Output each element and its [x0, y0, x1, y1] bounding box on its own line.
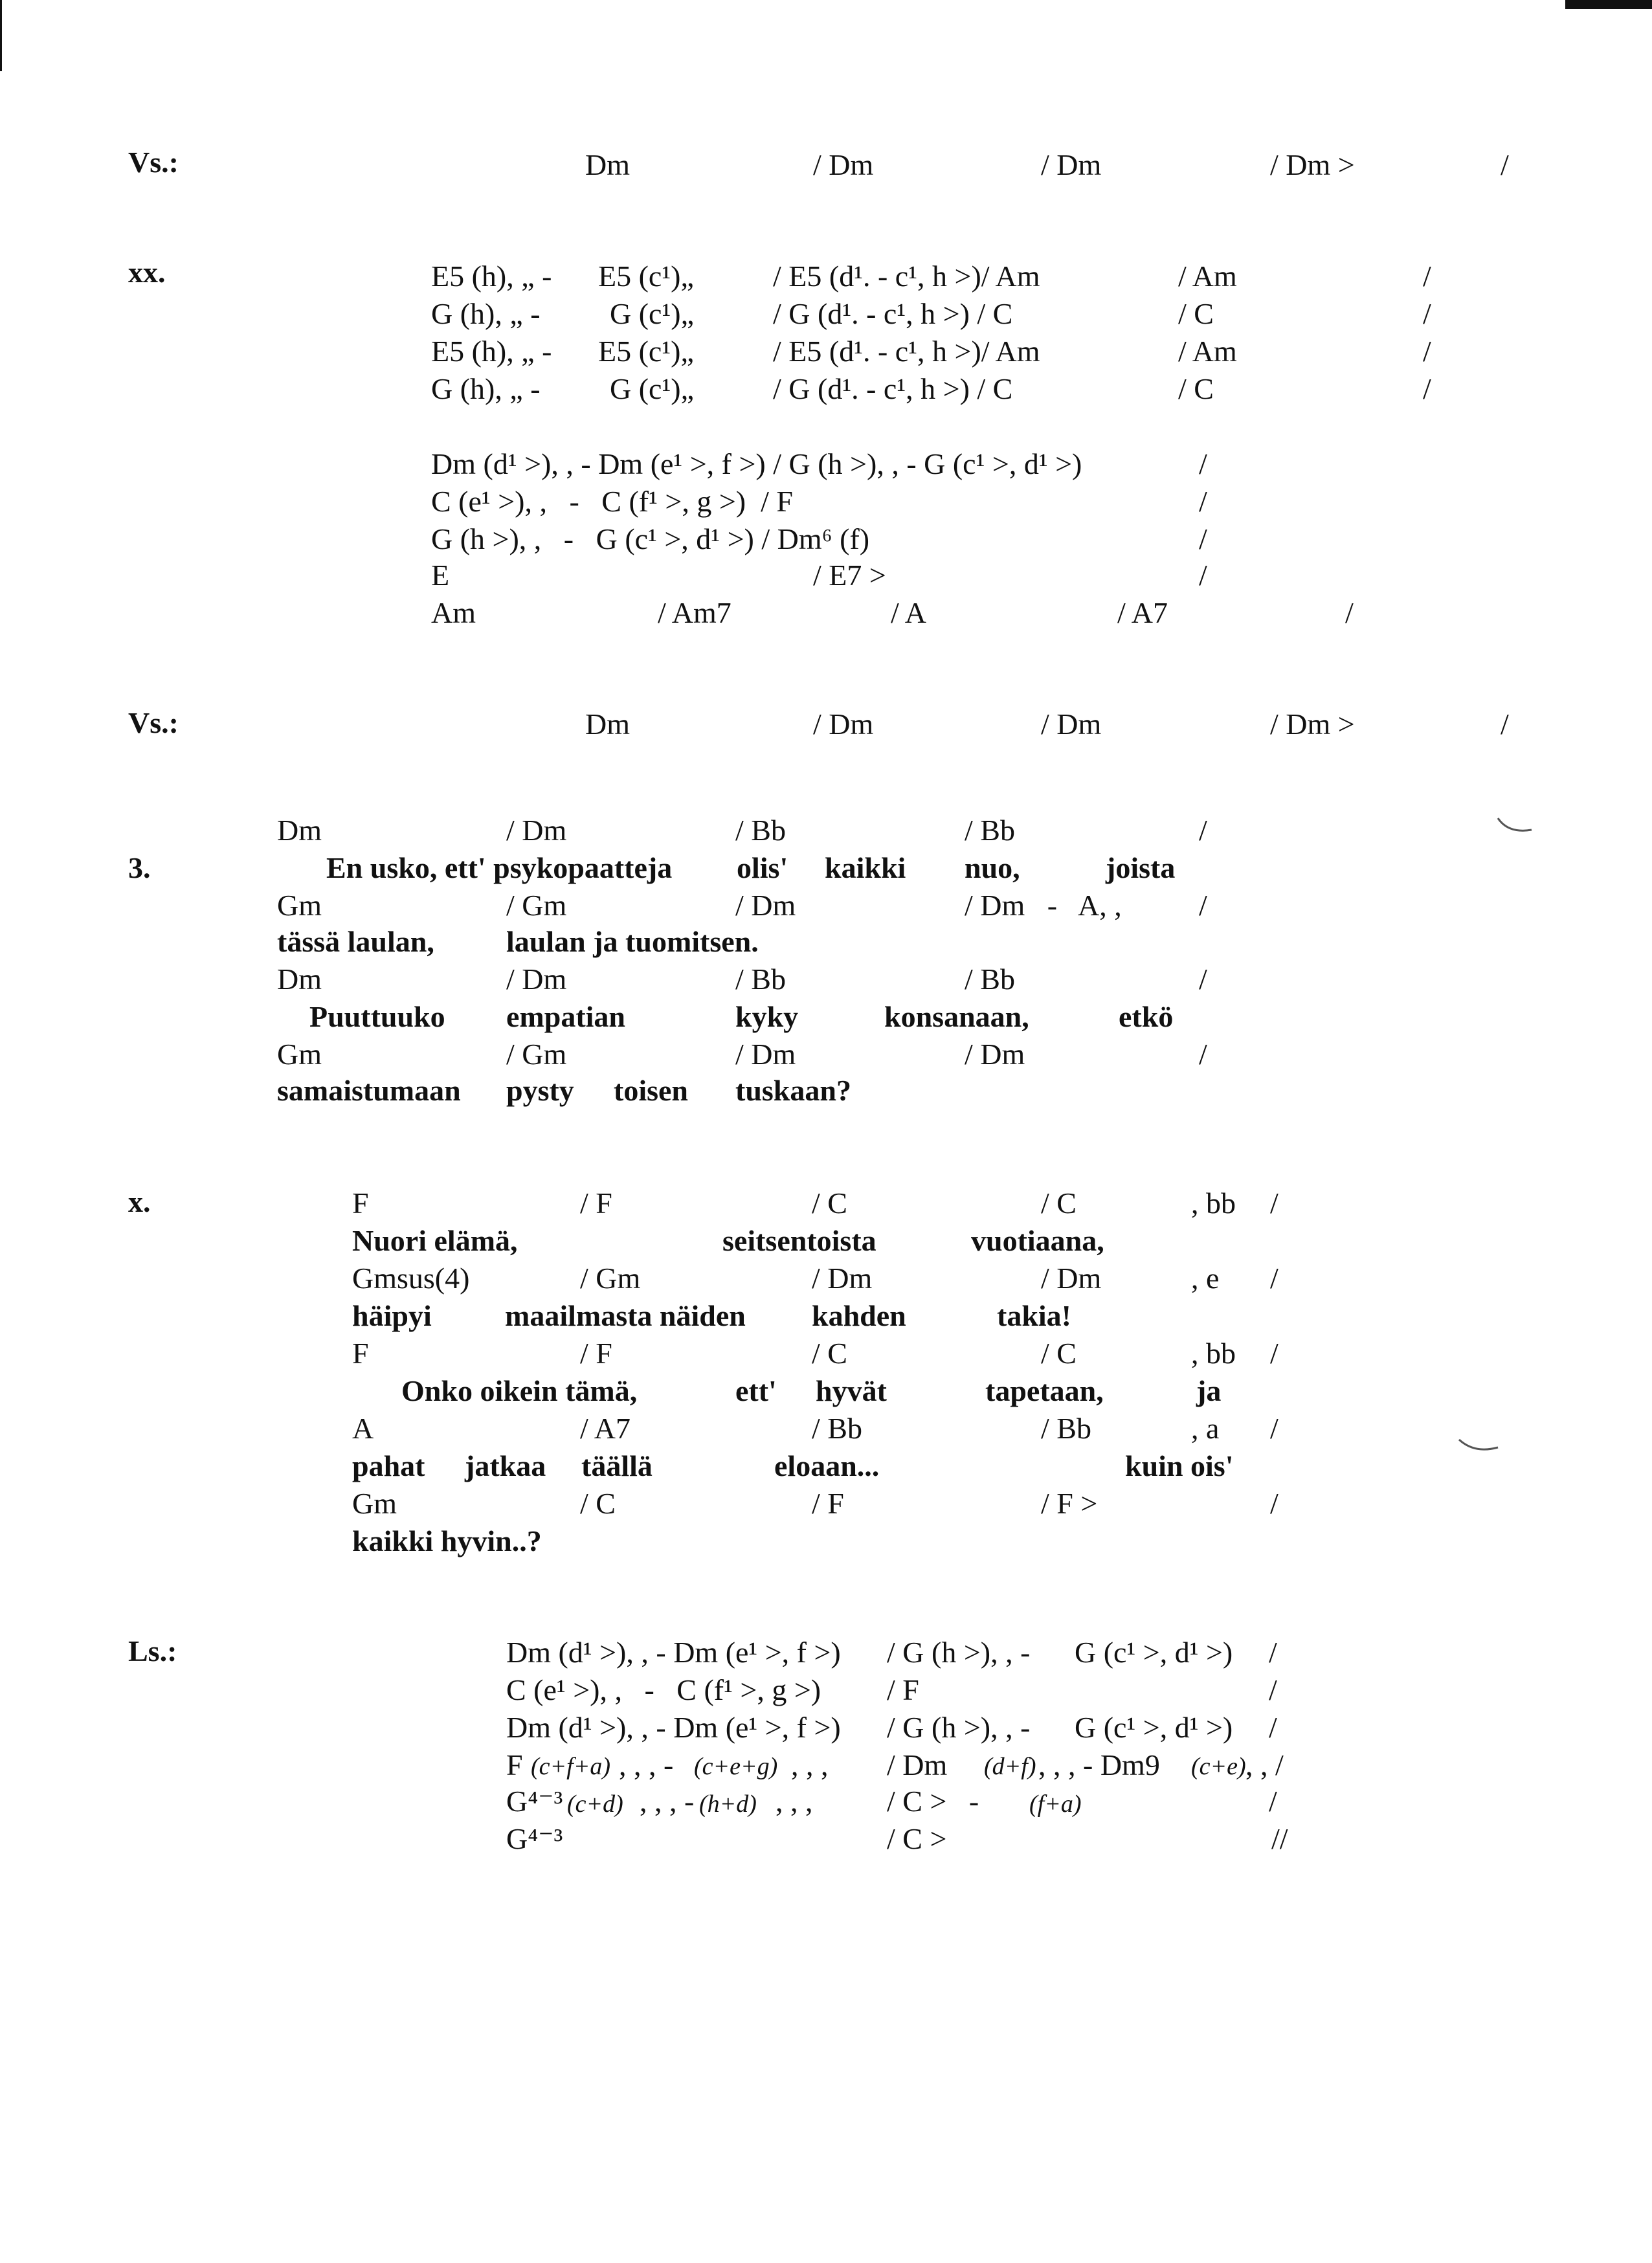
- chord: / Dm: [735, 1038, 796, 1071]
- lyric: maailmasta näiden: [505, 1299, 746, 1332]
- bar-line: /: [1345, 596, 1354, 629]
- bar-line: /: [1199, 814, 1207, 847]
- lyric: pysty: [506, 1074, 574, 1107]
- chord: G (c¹ >, d¹ >): [1075, 1711, 1233, 1744]
- chord: / Bb: [812, 1412, 862, 1445]
- chord: F: [506, 1748, 523, 1781]
- chord: / C: [812, 1337, 847, 1370]
- separator: , , ,: [776, 1785, 813, 1818]
- chord: / Bb: [965, 963, 1015, 996]
- chord: G (c¹)„: [610, 297, 694, 330]
- chord: / A7: [1117, 596, 1168, 629]
- chord: Dm: [585, 708, 630, 741]
- bar-line: /: [1199, 889, 1207, 922]
- chord: / Gm: [580, 1262, 641, 1295]
- chord: / C: [1178, 297, 1214, 330]
- bar-line: /: [1270, 1412, 1278, 1445]
- chord-line: C (e¹ >), , - C (f¹ >, g >): [506, 1673, 821, 1706]
- chord: / F: [580, 1187, 612, 1220]
- chord: F: [352, 1337, 369, 1370]
- chord: / G (d¹. - c¹, h >) / C: [773, 372, 1013, 405]
- bar-line: /: [1199, 447, 1207, 480]
- lyric: pahat: [352, 1449, 425, 1482]
- bar-line: /: [1199, 559, 1207, 592]
- lyric: kahden: [812, 1299, 906, 1332]
- lyric: konsanaan,: [884, 1000, 1029, 1033]
- lyric: kyky: [735, 1000, 799, 1033]
- chord: / Am: [1178, 260, 1237, 293]
- chord: / Bb: [735, 963, 786, 996]
- bar-line: /: [1270, 1187, 1278, 1220]
- chord: / Dm - A, ,: [965, 889, 1122, 922]
- section-label-verse-3: 3.: [128, 851, 151, 884]
- lyric: nuo,: [965, 851, 1020, 884]
- bar-line: /: [1423, 335, 1431, 368]
- chord: E: [431, 559, 450, 592]
- chord: Gm: [352, 1487, 397, 1520]
- section-label-vs: Vs.:: [128, 146, 179, 179]
- lyric: empatian: [506, 1000, 625, 1033]
- section-label-x: x.: [128, 1185, 151, 1218]
- chord: Am: [431, 596, 476, 629]
- chord-line: C (e¹ >), , - C (f¹ >, g >) / F: [431, 485, 793, 518]
- lyric: etkö: [1119, 1000, 1174, 1033]
- note-group: (d+f): [984, 1753, 1036, 1780]
- chord: / Dm: [735, 889, 796, 922]
- chord: / Gm: [506, 1038, 567, 1071]
- bar-line: /: [1270, 1337, 1278, 1370]
- scan-mark: [1457, 1434, 1502, 1460]
- chord: / C: [1041, 1337, 1077, 1370]
- chord: / Dm: [1041, 148, 1102, 181]
- chord-line: Dm (d¹ >), , - Dm (e¹ >, f >): [506, 1711, 841, 1744]
- lyric: kuin ois': [1125, 1449, 1234, 1482]
- bar-line: /: [1270, 1487, 1278, 1520]
- lyric: Puuttuuko: [309, 1000, 445, 1033]
- bar-line: /: [1269, 1711, 1277, 1744]
- chord: , a: [1191, 1412, 1220, 1445]
- chord: E5 (c¹)„: [598, 335, 694, 368]
- chord: / F: [812, 1487, 844, 1520]
- scan-mark: [1495, 814, 1534, 840]
- separator: , , , -: [640, 1785, 695, 1818]
- chord: / Dm: [1041, 708, 1102, 741]
- chord: / G (h >), , -: [887, 1636, 1031, 1669]
- note-group: (c+e+g): [694, 1753, 778, 1780]
- bar-line: /: [1423, 260, 1431, 293]
- bar-line: /: [1423, 372, 1431, 405]
- chord: / Bb: [965, 814, 1015, 847]
- lyric: hyvät: [816, 1374, 887, 1407]
- double-bar-line: //: [1271, 1822, 1288, 1855]
- chord: Gm: [277, 889, 322, 922]
- lyric: laulan ja tuomitsen.: [506, 925, 759, 958]
- chord: / Dm: [813, 708, 874, 741]
- scan-edge-mark: [0, 0, 2, 71]
- lyric: Nuori elämä,: [352, 1224, 518, 1257]
- bar-line: /: [1270, 1262, 1278, 1295]
- separator: , , ,: [791, 1748, 829, 1781]
- lyric: toisen: [614, 1074, 688, 1107]
- lyric: samaistumaan: [277, 1074, 461, 1107]
- lyric: eloaan...: [774, 1449, 880, 1482]
- chord-line: Dm (d¹ >), , - Dm (e¹ >, f >) / G (h >), , - G (c¹ >, d¹ >): [431, 447, 1082, 480]
- chord: / Dm: [812, 1262, 873, 1295]
- chord: Dm: [585, 148, 630, 181]
- chord: , , , - Dm9: [1038, 1748, 1160, 1781]
- chord: / Dm >: [1270, 148, 1355, 181]
- bar-line: /: [1199, 963, 1207, 996]
- lyric: kaikki: [825, 851, 906, 884]
- chord: G⁴⁻³: [506, 1822, 563, 1855]
- chord: Dm: [277, 963, 322, 996]
- chord: / C: [812, 1187, 847, 1220]
- chord: F: [352, 1187, 369, 1220]
- chord: / Dm: [506, 963, 567, 996]
- chord: / Dm: [1041, 1262, 1102, 1295]
- chord: / C: [1041, 1187, 1077, 1220]
- bar-line: /: [1199, 522, 1207, 555]
- separator: , , /: [1245, 1748, 1284, 1781]
- chord: / F: [580, 1337, 612, 1370]
- lyric: häipyi: [352, 1299, 432, 1332]
- chord: / E5 (d¹. - c¹, h >)/ Am: [773, 335, 1040, 368]
- chord: G (c¹ >, d¹ >): [1075, 1636, 1233, 1669]
- chord: G (c¹)„: [610, 372, 694, 405]
- chord: / F >: [1041, 1487, 1098, 1520]
- chord: , bb: [1191, 1187, 1236, 1220]
- chord: / E5 (d¹. - c¹, h >)/ Am: [773, 260, 1040, 293]
- chord-line: Dm (d¹ >), , - Dm (e¹ >, f >): [506, 1636, 841, 1669]
- lyric: täällä: [581, 1449, 653, 1482]
- lyric: vuotiaana,: [971, 1224, 1104, 1257]
- note-group: (h+d): [699, 1790, 757, 1818]
- chord: / A7: [580, 1412, 631, 1445]
- chord: / Bb: [735, 814, 786, 847]
- chord-line: G (h >), , - G (c¹ >, d¹ >) / Dm⁶ (f): [431, 522, 870, 555]
- chord: / Am7: [658, 596, 731, 629]
- chord: Dm: [277, 814, 322, 847]
- lyric: joista: [1106, 851, 1176, 884]
- chord: E5 (h), „ -: [431, 260, 552, 293]
- lyric: tässä laulan,: [277, 925, 434, 958]
- chord: / C: [1178, 372, 1214, 405]
- chord: Gmsus(4): [352, 1262, 470, 1295]
- note-group: (c+f+a): [531, 1753, 611, 1780]
- chord: / Gm: [506, 889, 567, 922]
- chord: E5 (c¹)„: [598, 260, 694, 293]
- chord: / Bb: [1041, 1412, 1091, 1445]
- section-label-xx: xx.: [128, 256, 166, 289]
- lyric: olis': [737, 851, 788, 884]
- bar-line: /: [1423, 297, 1431, 330]
- lyric: ett': [735, 1374, 777, 1407]
- scan-edge-mark: [1565, 0, 1652, 9]
- lyric: seitsentoista: [722, 1224, 876, 1257]
- lyric: takia!: [997, 1299, 1071, 1332]
- chord: G (h), „ -: [431, 372, 541, 405]
- chord: / C > -: [887, 1785, 979, 1818]
- bar-line: /: [1269, 1673, 1277, 1706]
- bar-line: /: [1199, 1038, 1207, 1071]
- chord: G⁴⁻³: [506, 1785, 563, 1818]
- lyric: Onko oikein tämä,: [401, 1374, 638, 1407]
- chord: A: [352, 1412, 374, 1445]
- separator: , , , -: [619, 1748, 674, 1781]
- section-label-vs: Vs.:: [128, 706, 179, 739]
- chord: / G (d¹. - c¹, h >) / C: [773, 297, 1013, 330]
- note-group: (c+d): [567, 1790, 623, 1818]
- chord: / Dm >: [1270, 708, 1355, 741]
- chord: / A: [891, 596, 926, 629]
- chord: , bb: [1191, 1337, 1236, 1370]
- chord: Gm: [277, 1038, 322, 1071]
- chord: / Dm: [506, 814, 567, 847]
- lyric: En usko, ett' psykopaatteja: [326, 851, 673, 884]
- lyric: tuskaan?: [735, 1074, 851, 1107]
- lyric: kaikki hyvin..?: [352, 1524, 542, 1557]
- bar-line: /: [1501, 708, 1509, 741]
- chord: / Dm: [813, 148, 874, 181]
- bar-line: /: [1501, 148, 1509, 181]
- chord: E5 (h), „ -: [431, 335, 552, 368]
- chord: / C: [580, 1487, 616, 1520]
- lyric: jatkaa: [465, 1449, 546, 1482]
- lyric: ja: [1196, 1374, 1222, 1407]
- chord: / Dm: [965, 1038, 1025, 1071]
- chord: / F: [887, 1673, 919, 1706]
- bar-line: /: [1269, 1636, 1277, 1669]
- chord: / Dm: [887, 1748, 948, 1781]
- chord: / Am: [1178, 335, 1237, 368]
- bar-line: /: [1269, 1785, 1277, 1818]
- chord: , e: [1191, 1262, 1220, 1295]
- bar-line: /: [1199, 485, 1207, 518]
- chord: G (h), „ -: [431, 297, 541, 330]
- chord: / G (h >), , -: [887, 1711, 1031, 1744]
- section-label-ls: Ls.:: [128, 1634, 177, 1667]
- chord: / C >: [887, 1822, 947, 1855]
- lyric: tapetaan,: [985, 1374, 1104, 1407]
- note-group: (c+e): [1191, 1753, 1246, 1780]
- chord: / E7 >: [813, 559, 886, 592]
- note-group: (f+a): [1029, 1790, 1082, 1818]
